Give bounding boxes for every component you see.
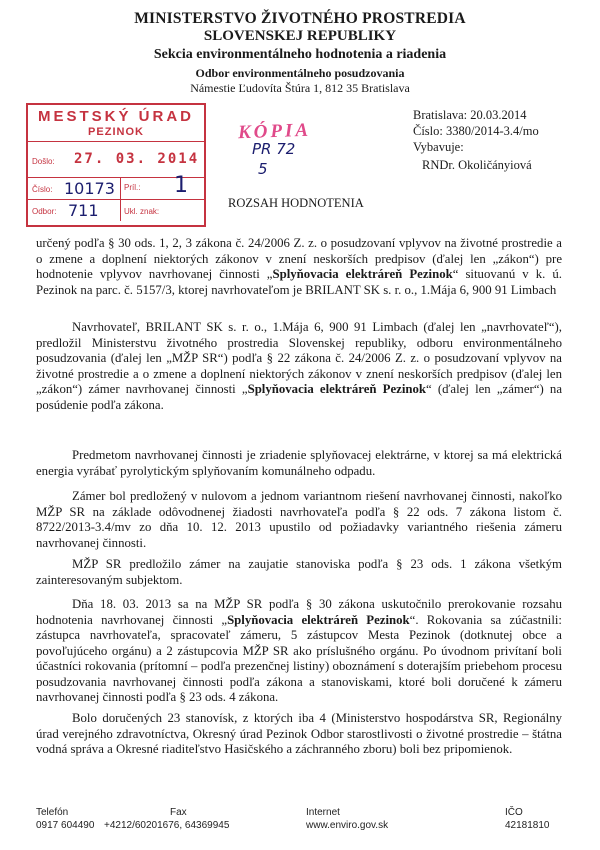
footer-fax <box>104 806 229 832</box>
handwritten-note-line1: PR 72 <box>252 140 296 158</box>
handwritten-note-line2: 5 <box>258 160 268 178</box>
stamp-city: PEZINOK <box>88 126 144 138</box>
footer-internet-value: www.enviro.gov.sk <box>306 820 389 831</box>
paragraph-proposer: Navrhovateľ, BRILANT SK s. r. o., 1.Mája 6, 900 91 Limbach (ďalej len „navrhovateľ“), predložil Ministerstvu životného prostredia Slovenskej republiky, odboru environmentálneho posudzovania (ďalej len „MŽP SR“) podľa § 22 zákona č. 24/2006 Z. z. o posudzovaní vplyvov na životné prostredie a o zmene a doplnení niektorých zákonov v znení neskorších predpisov (ďalej len „zákon“) zámer navrhovanej činnosti „Splyňovacia elektráreň Pezinok“ (ďalej len „zámer“) na posúdenie podľa zákona. <box>36 320 563 412</box>
stamp-attachment-value: 1 <box>174 173 188 198</box>
stamp-attachment-label: Príl.: <box>124 183 141 192</box>
paragraph-variants: Zámer bol predložený v nulovom a jednom variantnom riešení navrhovanej činnosti, nakoľko MŽP SR na základe odôvodnenej žiadosti navrhovateľa podľa § 22 ods. 7 zákona listom č. 8722/2013-3.4/mv zo dňa 10. 12. 2013 upustilo od požiadavky variantného riešenia zámeru navrhovanej činnosti. <box>36 489 562 550</box>
footer-internet <box>306 806 388 832</box>
handled-by-name: RNDr. Okoličányiová <box>422 158 532 172</box>
handled-by-label: Vybavuje: <box>413 140 464 154</box>
ministry-address: Námestie Ľudovíta Štúra 1, 812 35 Bratislava <box>190 81 410 95</box>
footer-ico <box>505 806 550 832</box>
document-date: Bratislava: 20.03.2014 <box>413 108 527 122</box>
paragraph-meeting: Dňa 18. 03. 2013 sa na MŽP SR podľa § 30 zákona uskutočnilo prerokovanie rozsahu hodnotenia navrhovanej činnosti „Splyňovacia elektráreň Pezinok“. Rokovania sa zúčastnili: zástupca navrhovateľa, spracovateľ zámeru, 5 zástupcov Mesta Pezinok (dotknutej obce a povoľujúceho orgánu) a 2 zástupcovia MŽP SR ako príslušného orgánu. Po úvodnom privítaní boli účastníci rokovania (prítomní – podľa prezenčnej listiny) oboznámení s doterajším priebehom procesu posudzovania navrhovanej činnosti podľa zákona a stanoviskami, ktoré boli doručené k zámeru navrhovanej činnosti podľa § 23 ods. 4 zákona. <box>36 597 562 704</box>
footer-phone <box>36 806 94 832</box>
stamp-department-value: 711 <box>68 201 99 220</box>
copy-stamp: KÓPIA <box>237 119 312 144</box>
footer-ico-label: IČO <box>505 807 523 818</box>
stamp-number-label: Číslo: <box>32 185 53 194</box>
footer-ico-value: 42181810 <box>505 820 550 831</box>
stamp-number-value: 10173 <box>64 179 115 198</box>
document-number: Číslo: 3380/2014-3.4/mo <box>413 124 539 138</box>
paragraph-opinions: Bolo doručených 23 stanovísk, z ktorých iba 4 (Ministerstvo hospodárstva SR, Regionálny úrad verejného zdravotníctva, Okresný úrad Pezinok Odbor starostlivosti o životné prostredie – štátna vodná správa a Okresné riaditeľstvo Hasičského a záchranného zboru) boli bez pripomienok. <box>36 711 562 756</box>
received-stamp <box>26 103 206 227</box>
department-name: Odbor environmentálneho posudzovania <box>195 66 405 80</box>
stamp-date-label: Došlo: <box>32 157 55 166</box>
stamp-handling-label: Ukl. znak: <box>124 207 160 216</box>
project-name: Splyňovacia elektráreň Pezinok <box>247 382 427 396</box>
intro-paragraph: určený podľa § 30 ods. 1, 2, 3 zákona č. 24/2006 Z. z. o posudzovaní vplyvov na životné prostredie a o zmene a doplnení niektorých zákonov v znení neskorších predpisov (ďalej len „zákon“) pre hodnotenie vplyvov navrhovanej činnosti „Splyňovacia elektráreň Pezinok“ situovanú v k. ú. Pezinok na parc. č. 5157/3, ktorej navrhovateľom je BRILANT SK s. r. o., 1.Mája 6, 900 91 Limbach <box>36 236 562 297</box>
footer-phone-label: Telefón <box>36 807 69 818</box>
stamp-title: MESTSKÝ ÚRAD <box>37 108 194 125</box>
ministry-name: MINISTERSTVO ŽIVOTNÉHO PROSTREDIA <box>134 10 466 27</box>
stamp-date-value: 27. 03. 2014 <box>74 151 200 167</box>
section-name: Sekcia environmentálneho hodnotenia a riadenia <box>153 47 447 62</box>
document-title: ROZSAH HODNOTENIA <box>228 196 364 210</box>
republic-name: SLOVENSKEJ REPUBLIKY <box>203 28 397 44</box>
footer-fax-value: +4212/60201676, 64369945 <box>104 820 230 831</box>
stamp-department-label: Odbor: <box>32 207 57 216</box>
footer-fax-label: Fax <box>170 807 187 818</box>
paragraph-submission: MŽP SR predložilo zámer na zaujatie stanoviska podľa § 23 ods. 1 zákona všetkým zainteresovaným subjektom. <box>36 557 562 587</box>
project-name: Splyňovacia elektráreň Pezinok <box>272 267 453 281</box>
paragraph-subject: Predmetom navrhovanej činnosti je zriadenie splyňovacej elektrárne, v ktorej sa má elektrická energia vyrábať pyrolytickým splyňovaním komunálneho odpadu. <box>36 448 562 478</box>
footer-internet-label: Internet <box>306 807 340 818</box>
footer-phone-value: 0917 604490 <box>36 820 95 831</box>
project-name: Splyňovacia elektráreň Pezinok <box>227 612 410 627</box>
